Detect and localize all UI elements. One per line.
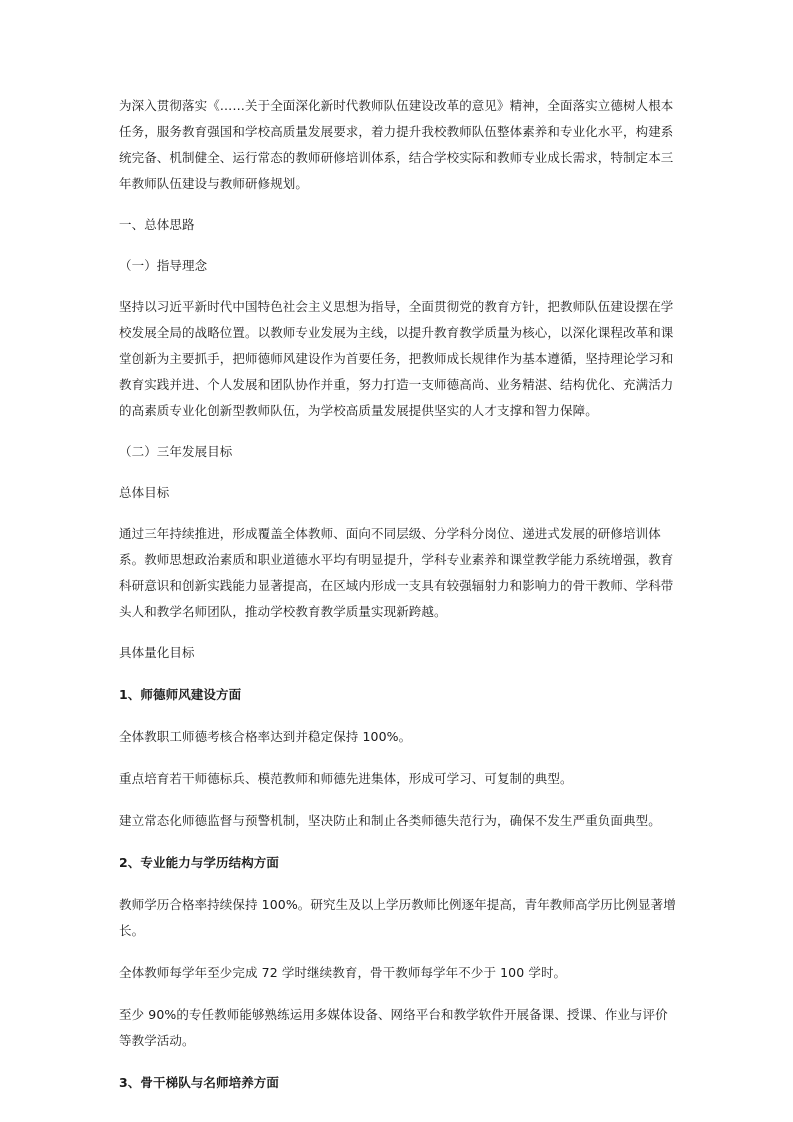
intro-paragraph: 为深入贯彻落实《……关于全面深化新时代教师队伍建设改革的意见》精神，全面落实立德树人根本任务，服务教育强国和学校高质量发展要求，着力提升我校教师队伍整体素养和专业化水平，构建系统完备、机制健全、运行常态的教师研修培训体系，结合学校实际和教师专业成长需求，特制定本三年教师队伍建设与教师研修规划。 xyxy=(119,98,674,191)
item-heading-professional-ability: 2、专业能力与学历结构方面 xyxy=(119,855,279,870)
quantified-goal-label: 具体量化目标 xyxy=(119,645,195,660)
item-heading-backbone-teachers: 3、骨干梯队与名师培养方面 xyxy=(119,1075,279,1090)
section-heading-overall-approach: 一、总体思路 xyxy=(119,217,195,232)
overall-goal-label: 总体目标 xyxy=(119,485,170,500)
professional-paragraph-3: 至少 90%的专任教师能够熟练运用多媒体设备、网络平台和教学软件开展备课、授课、作业与评价等教学活动。 xyxy=(119,1007,668,1048)
ethics-paragraph-1: 全体教职工师德考核合格率达到并稳定保持 100%。 xyxy=(119,729,412,744)
ethics-paragraph-2: 重点培育若干师德标兵、模范教师和师德先进集体，形成可学习、可复制的典型。 xyxy=(119,771,573,786)
document-page xyxy=(119,93,679,1096)
guiding-philosophy-paragraph: 坚持以习近平新时代中国特色社会主义思想为指导，全面贯彻党的教育方针，把教师队伍建设摆在学校发展全局的战略位置。以教师专业发展为主线，以提升教育教学质量为核心，以深化课程改革和课堂创新为主要抓手，把师德师风建设作为首要任务，把教师成长规律作为基本遵循，坚持理论学习和教育实践并进、个人发展和团队协作并重，努力打造一支师德高尚、业务精湛、结构优化、充满活力的高素质专业化创新型教师队伍，为学校高质量发展提供坚实的人才支撑和智力保障。 xyxy=(119,299,674,418)
overall-goal-paragraph: 通过三年持续推进，形成覆盖全体教师、面向不同层级、分学科分岗位、递进式发展的研修培训体系。教师思想政治素质和职业道德水平均有明显提升，学科专业素养和课堂教学能力系统增强，教育科研意识和创新实践能力显著提高，在区域内形成一支具有较强辐射力和影响力的骨干教师、学科带头人和教学名师团队，推动学校教育教学质量实现新跨越。 xyxy=(119,526,674,619)
ethics-paragraph-3: 建立常态化师德监督与预警机制，坚决防止和制止各类师德失范行为，确保不发生严重负面典型。 xyxy=(119,813,661,828)
subsection-heading-three-year-goals: （二）三年发展目标 xyxy=(119,444,233,459)
professional-paragraph-1: 教师学历合格率持续保持 100%。研究生及以上学历教师比例逐年提高，青年教师高学历比例显著增长。 xyxy=(119,897,676,938)
subsection-heading-guiding-philosophy: （一）指导理念 xyxy=(119,258,208,273)
professional-paragraph-2: 全体教师每学年至少完成 72 学时继续教育，骨干教师每学年不少于 100 学时。 xyxy=(119,965,567,980)
item-heading-ethics: 1、师德师风建设方面 xyxy=(119,687,242,702)
